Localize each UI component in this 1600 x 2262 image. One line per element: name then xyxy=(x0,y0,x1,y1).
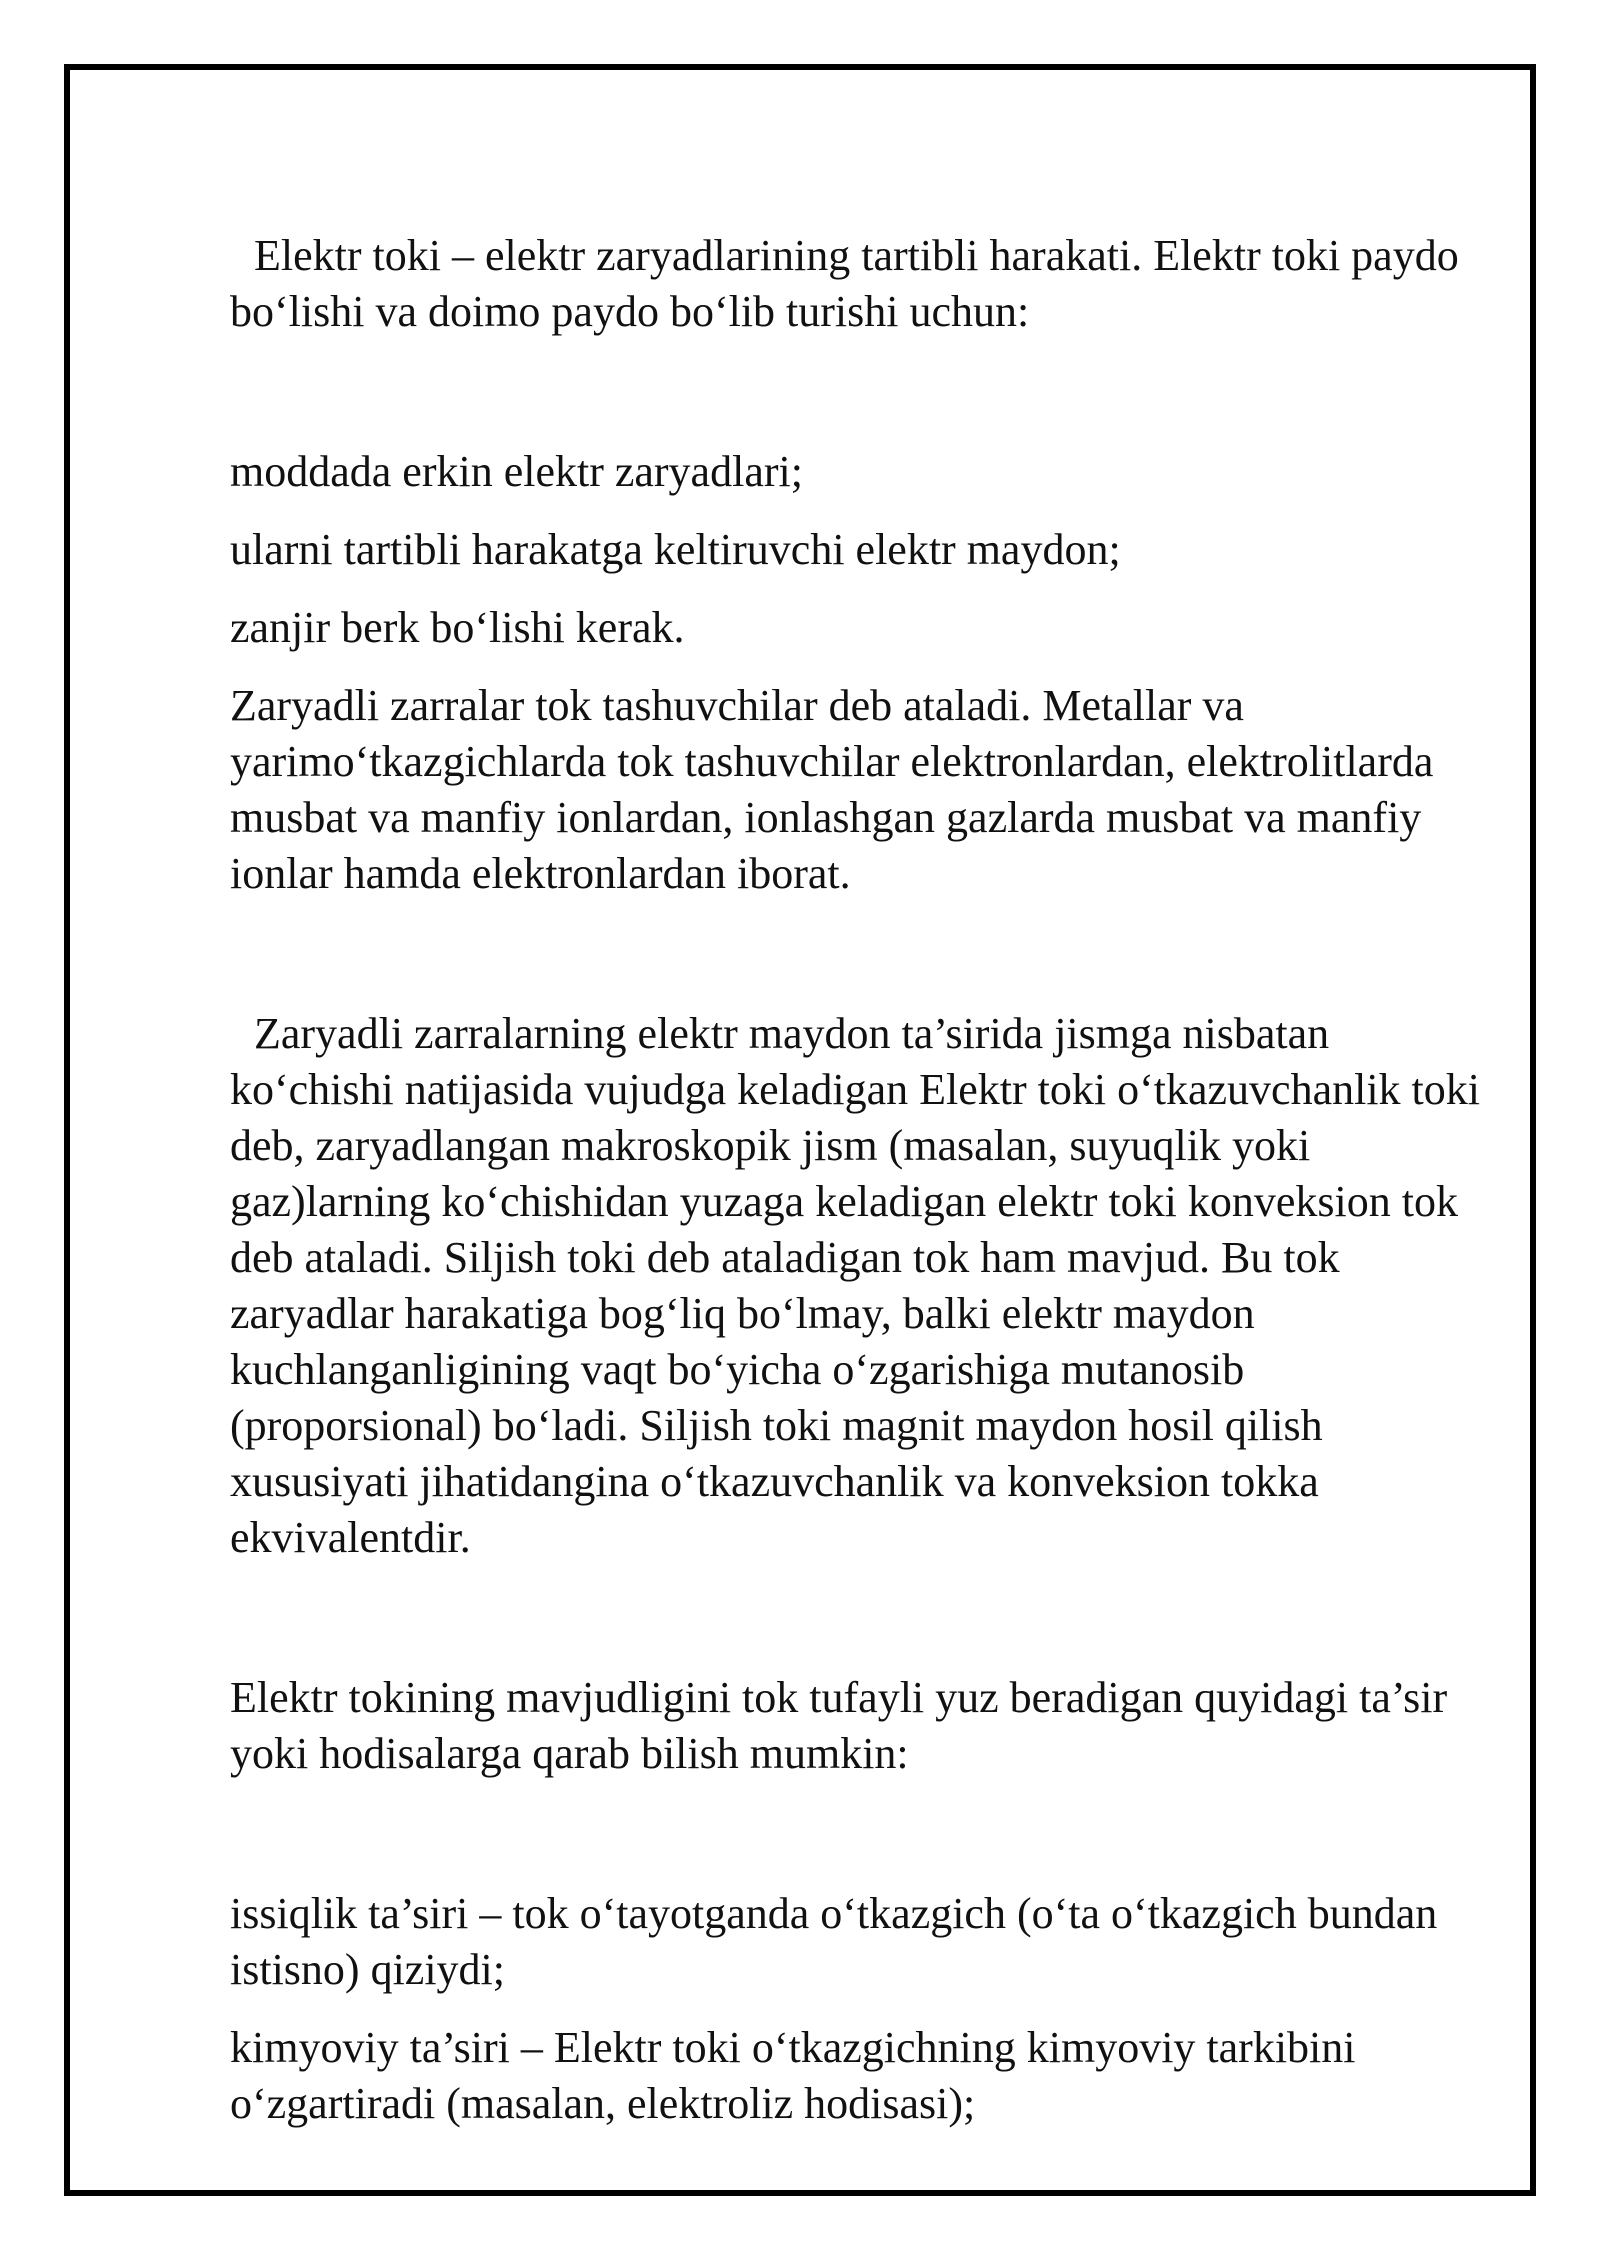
list-item-closed-circuit: zanjir berk bo‘lishi kerak. xyxy=(230,603,685,652)
paragraph-charge-carriers: Zaryadli zarralar tok tashuvchilar deb ataladi. Metallar va yarimo‘tkazgichlarda tok tashuvchilar elektronlardan, elektrolitlarda musbat va manfiy ionlardan, ionlashgan gazlarda musbat va manfiy ionlar hamda elektronlardan iborat. xyxy=(230,681,1434,898)
list-item-thermal-effect: issiqlik ta’siri – tok o‘tayotganda o‘tkazgich (o‘ta o‘tkazgich bundan istisno) qiziydi; xyxy=(230,1889,1438,1994)
list-item-electric-field: ularni tartibli harakatga keltiruvchi elektr maydon; xyxy=(230,525,1121,574)
document-body xyxy=(230,228,1490,2132)
paragraph-intro: Elektr toki – elektr zaryadlarining tartibli harakati. Elektr toki paydo bo‘lishi va doimo paydo bo‘lib turishi uchun: xyxy=(230,231,1459,336)
paragraph-detection: Elektr tokining mavjudligini tok tufayli yuz beradigan quyidagi ta’sir yoki hodisalarga qarab bilish mumkin: xyxy=(230,1673,1448,1778)
paragraph-current-types: Zaryadli zarralarning elektr maydon ta’sirida jismga nisbatan ko‘chishi natijasida vujudga keladigan Elektr toki o‘tkazuvchanlik toki deb, zaryadlangan makroskopik jism (masalan, suyuqlik yoki gaz)larning ko‘chishidan yuzaga keladigan elektr toki konveksion tok deb ataladi. Siljish toki deb ataladigan tok ham mavjud. Bu tok zaryadlar harakatiga bog‘liq bo‘lmay, balki elektr maydon kuchlanganligining vaqt bo‘yicha o‘zgarishiga mutanosib (proporsional) bo‘ladi. Siljish toki magnit maydon hosil qilish xususiyati jihatidangina o‘tkazuvchanlik va konveksion tokka ekvivalentdir. xyxy=(230,1009,1481,1562)
list-item-chemical-effect: kimyoviy ta’siri – Elektr toki o‘tkazgichning kimyoviy tarkibini o‘zgartiradi (masalan, elektroliz hodisasi); xyxy=(230,2023,1356,2128)
list-item-free-charges: moddada erkin elektr zaryadlari; xyxy=(230,447,803,496)
